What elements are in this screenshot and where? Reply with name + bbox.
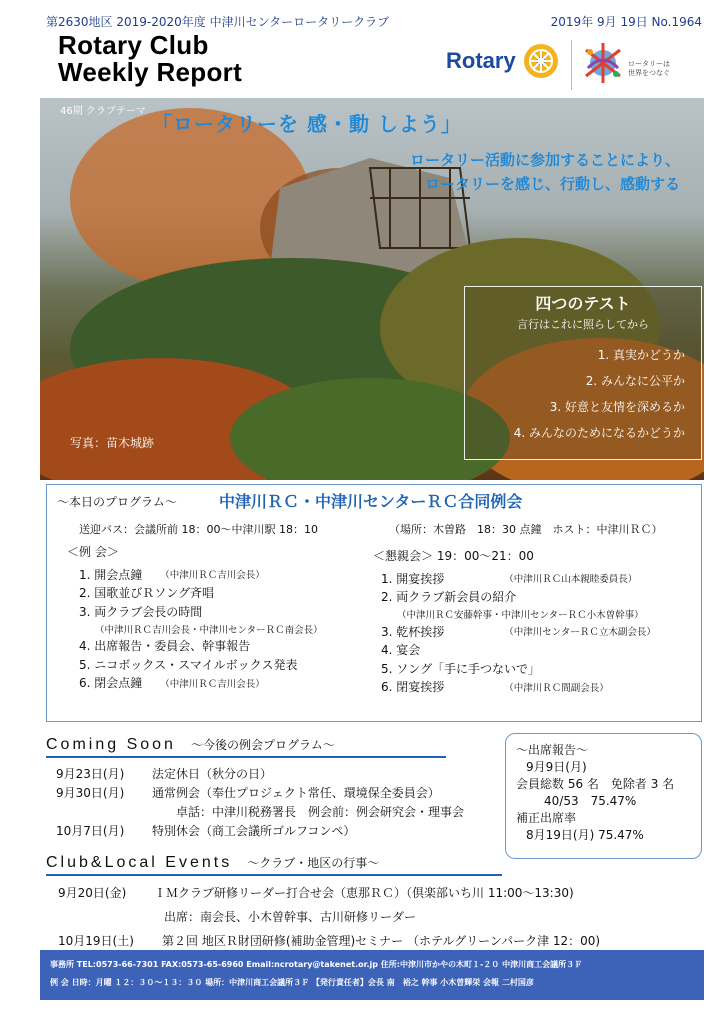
four-way-test-item: 3. 好意と友情を深めるか [549, 400, 685, 414]
connects-world-icon [580, 40, 626, 86]
program-item: 5. ソング「手に手つないで」 [381, 661, 541, 676]
corrected-rate-label: 補正出席率 [516, 811, 577, 825]
regular-meeting-title: ＜例 会＞ [67, 545, 119, 559]
program-item-note: （中津川ＲＣ吉川会長・中津川センターＲＣ南会長） [95, 624, 323, 636]
four-way-test-item: 1. 真実かどうか [597, 348, 685, 362]
program-item: 1. 開宴挨拶 （中津川ＲＣ山本親睦委員長） [381, 571, 638, 586]
program-item: 3. 乾杯挨拶 （中津川センターＲＣ立木副会長） [381, 624, 656, 639]
program-item: 2. 両クラブ新会員の紹介 [381, 590, 517, 605]
four-way-test-subtitle: 言行はこれに照らしてから [517, 318, 649, 331]
program-item: 4. 宴会 [381, 643, 421, 658]
event-item: 10月19日(土) 第２回 地区Ｒ財団研修(補助金管理)セミナー （ホテルグリーンパーク津 12：00) [58, 933, 601, 948]
footer-contact [40, 950, 704, 1000]
schedule-item: 9月23日(月) 法定休日（秋分の日） [56, 767, 273, 781]
program-item: 2. 国歌並びＲソング斉唱 [79, 586, 215, 601]
program-item-note: （中津川ＲＣ安藤幹事・中津川センターＲＣ小木曽幹事） [397, 610, 644, 621]
footer-meeting-line: 例 会 日時：月曜 １２：３０～１３：３０ 場所：中津川商工会議所３Ｆ 【発行責任者】会長 南 裕之 幹事 小木曽輝栄 会報 二村国彦 [50, 978, 534, 987]
connects-text: ロータリーは 世界をつなぐ [628, 60, 670, 77]
schedule-item: 9月30日(月) 通常例会（奉仕プロジェクト常任、環境保全委員会） [56, 786, 440, 800]
rotary-connects-logo [580, 40, 706, 92]
report-title [58, 32, 242, 86]
photo-caption: 写真：苗木城跡 [70, 436, 155, 450]
title-line-1: Rotary Club [58, 30, 209, 60]
four-way-test-title: 四つのテスト [535, 294, 631, 313]
program-item: 4. 出席報告・委員会、幹事報告 [79, 639, 251, 654]
events-header [46, 852, 502, 876]
program-item: 5. ニコボックス・スマイルボックス発表 [79, 657, 298, 672]
program-item: 3. 両クラブ会長の時間 [79, 604, 203, 619]
coming-soon-subtitle: ～今後の例会プログラム～ [191, 738, 335, 752]
event-item: 9月20日(金) ＩＭクラブ研修リーダー打合せ会（恵那ＲＣ）（倶楽部いち川 11:00～13:30) [58, 885, 574, 900]
attendance-members: 会員総数 56 名 免除者 3 名 [516, 777, 675, 791]
regular-meeting-list [79, 565, 323, 692]
social-gathering-title: ＜懇親会＞ 19：00～21：00 [373, 549, 534, 563]
coming-soon-header [46, 734, 446, 758]
four-way-test-box [464, 286, 702, 460]
title-line-2: Weekly Report [58, 57, 243, 87]
club-theme: 「ロータリーを 感・動 しよう」 [152, 112, 462, 136]
corrected-rate: 8月19日(月) 75.47% [526, 828, 644, 842]
schedule-item: 10月7日(月) 特別休会（商工会議所ゴルフコンペ） [56, 824, 356, 838]
rotary-wheel-icon [522, 42, 560, 80]
program-box [46, 484, 702, 722]
rotary-logo [446, 42, 560, 80]
venue-info: （場所：木曽路 18：30 点鐘 ホスト：中津川ＲＣ） [389, 523, 663, 536]
program-item: 1. 開会点鐘 （中津川ＲＣ吉川会長） [79, 567, 265, 582]
event-item: 出席：南会長、小木曽幹事、古川研修リーダー [164, 909, 417, 924]
theme-label: 46期 クラブテーマ [60, 106, 146, 117]
rotary-wordmark: Rotary [446, 48, 516, 73]
logo-divider [571, 40, 572, 90]
footer-office-line: 事務所 TEL:0573-66-7301 FAX:0573-65-6960 Email:ncrotary@takenet.or.jp 住所:中津川市かやの木町１-２０ 中津川商工会議所３Ｆ [50, 960, 583, 969]
program-heading: ～本日のプログラム～ [57, 495, 177, 509]
coming-soon-title: Coming Soon [46, 736, 176, 753]
events-title: Club&Local Events [46, 854, 233, 871]
castle-photo [40, 98, 704, 480]
four-way-test-item: 2. みんなに公平か [585, 374, 685, 388]
program-headline: 中津川ＲＣ・中津川センターＲＣ合同例会 [219, 492, 523, 511]
attendance-report [505, 733, 702, 859]
header-bar [46, 10, 702, 32]
four-way-test-list [465, 342, 701, 446]
theme-description: ロータリー活動に参加することにより、 ロータリーを感じ、行動し、感動する [409, 151, 680, 193]
issue-date: 2019年 9月 19日 No.1964 [550, 14, 702, 29]
attendance-ratio: 40/53 75.47% [544, 794, 637, 808]
program-item: 6. 閉宴挨拶 （中津川ＲＣ間副会長） [381, 680, 609, 695]
four-way-test-item: 4. みんなのためになるかどうか [513, 426, 685, 440]
attendance-title: ～出席報告～ [516, 743, 589, 757]
coming-soon-list [56, 764, 464, 840]
attendance-date: 9月9日(月) [526, 760, 587, 774]
district-line: 第2630地区 2019-2020年度 中津川センターロータリークラブ [46, 14, 390, 29]
events-subtitle: ～クラブ・地区の行事～ [247, 856, 380, 870]
program-item: 6. 閉会点鐘 （中津川ＲＣ吉川会長） [79, 676, 265, 691]
social-gathering-list [381, 569, 656, 696]
schedule-item: 卓話：中津川税務署長 例会前：例会研究会・理事会 [176, 805, 465, 819]
shuttle-bus-info: 送迎バス：会議所前 18：00～中津川駅 18：10 [79, 523, 318, 536]
events-list [58, 880, 600, 952]
